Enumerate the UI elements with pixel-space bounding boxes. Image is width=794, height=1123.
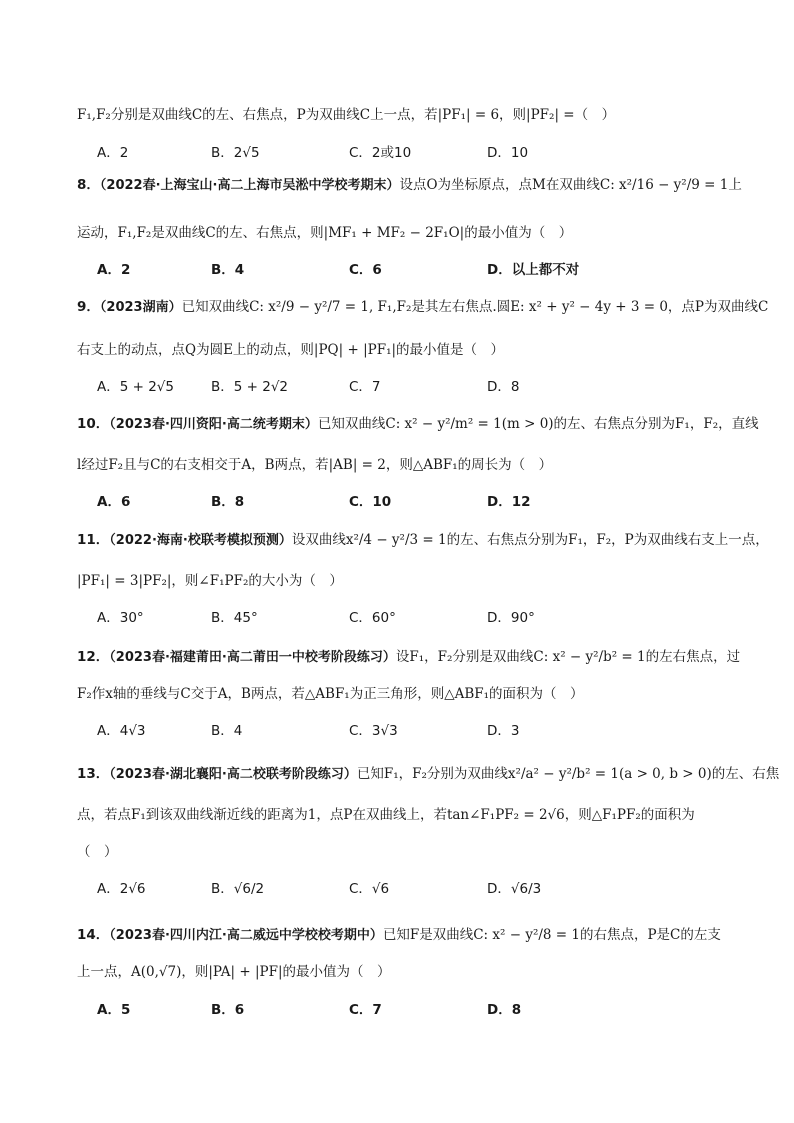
question-line-start [77,764,780,785]
question-number: 12． [77,649,110,665]
answer-option-text: D．90° [487,610,535,626]
answer-option-text: A．30° [97,610,144,626]
question-text: 设双曲线x²/4 − y²/3 = 1的左、右焦点分别为F₁，F₂，P为双曲线右支上一点， [291,532,769,548]
answer-option-text: D．3 [487,723,520,739]
answer-option-text: B．√6/2 [211,881,265,897]
question-line-start [77,414,759,435]
question-line [77,105,727,125]
question-text: 上一点，A(0,√7)，则|PA| + |PF|的最小值为（ ） [77,964,391,980]
answer-option-b [211,260,244,280]
question-line [77,842,727,862]
answer-option-c [349,608,396,628]
question-text: F₂作x轴的垂线与C交于A，B两点，若△ABF₁为正三角形，则△ABF₁的面积为（ ） [77,686,584,702]
answer-option-b [211,608,258,628]
answer-option-c [349,143,411,163]
answer-option-text: C．3√3 [349,723,398,739]
answer-option-c [349,377,381,397]
question-line [77,684,727,704]
answer-option-text: C．2或10 [349,145,412,161]
question-text: 右支上的动点，点Q为圆E上的动点，则|PQ| + |PF₁|的最小值是（ ） [77,342,505,358]
answer-option-c [349,1000,382,1020]
answer-option-text: C．60° [349,610,396,626]
answer-option-text: A．6 [97,494,131,510]
answer-option-text: B．8 [211,494,245,510]
question-number: 11． [77,532,110,548]
question-line [77,455,727,475]
answer-option-text: B．4 [211,723,243,739]
question-line [77,962,727,982]
answer-option-c [349,492,391,512]
answer-option-b [211,143,260,163]
answer-option-a [97,260,130,280]
answer-option-a [97,721,146,741]
answer-option-text: C．√6 [349,881,390,897]
answer-option-text: B．6 [211,1002,245,1018]
answer-option-a [97,143,128,163]
answer-option-text: D．8 [487,1002,522,1018]
question-line [77,571,727,591]
answer-option-b [211,879,264,899]
answer-option-text: B．45° [211,610,258,626]
answer-option-text: D．8 [487,379,520,395]
question-text: 设点O为坐标原点，点M在双曲线C: x²/16 − y²/9 = 1上 [399,177,742,193]
answer-option-d [487,1000,521,1020]
question-text: 已知F是双曲线C: x² − y²/8 = 1的右焦点，P是C的左支 [382,927,721,943]
question-text: 运动，F₁,F₂是双曲线C的左、右焦点，则|MF₁ + MF₂ − 2F₁O|的最小值为（ ） [77,225,573,241]
question-text: l经过F₂且与C的右支相交于A，B两点，若|AB| = 2，则△ABF₁的周长为（ ） [77,457,553,473]
question-text: 点，若点F₁到该双曲线渐近线的距离为1，点P在双曲线上，若tan∠F₁PF₂ = 2√6，则△F₁PF₂的面积为 [77,807,695,823]
answer-option-b [211,1000,244,1020]
answer-option-text: C．10 [349,494,392,510]
answer-option-text: B．4 [211,262,245,278]
answer-option-text: A．2 [97,262,131,278]
answer-option-d [487,608,535,628]
answer-option-text: B．2√5 [211,145,260,161]
question-source: （2022·海南·校联考模拟预测） [109,533,292,548]
question-line-start [77,297,769,318]
question-text: 已知双曲线C: x² − y²/m² = 1(m > 0)的左、右焦点分别为F₁，F₂，直线 [317,416,759,432]
question-source: （2022春·上海宝山·高二上海市吴淞中学校考期末） [99,178,400,193]
answer-option-d [487,879,541,899]
question-text: （ ） [77,844,118,860]
answer-option-d [487,721,519,741]
question-line [77,805,727,825]
question-source: （2023春·福建莆田·高二莆田一中校考阶段练习） [109,650,396,665]
question-source: （2023春·四川内江·高二威远中学校校考期中） [109,928,383,943]
question-source: （2023湖南） [99,300,182,315]
answer-option-text: C．7 [349,1002,382,1018]
question-number: 14． [77,927,110,943]
question-source: （2023春·四川资阳·高二统考期末） [109,417,318,432]
question-number: 8． [77,177,100,193]
answer-option-text: D．12 [487,494,531,510]
question-number: 9． [77,299,100,315]
answer-option-a [97,1000,130,1020]
answer-option-text: D．以上都不对 [487,262,580,278]
answer-option-text: A．5 + 2√5 [97,379,174,395]
answer-option-b [211,377,288,397]
question-text: |PF₁| = 3|PF₂|，则∠F₁PF₂的大小为（ ） [77,573,343,589]
answer-option-d [487,377,519,397]
answer-option-text: C．7 [349,379,381,395]
question-source: （2023春·湖北襄阳·高二校联考阶段练习） [109,767,357,782]
answer-option-a [97,608,144,628]
question-text: 已知双曲线C: x²/9 − y²/7 = 1, F₁,F₂是其左右焦点.圆E: x² + y² − 4y + 3 = 0，点P为双曲线C [181,299,769,315]
question-line-start [77,175,742,196]
question-line-start [77,530,769,551]
question-line [77,223,727,243]
answer-option-d [487,492,531,512]
question-text: F₁,F₂分别是双曲线C的左、右焦点，P为双曲线C上一点，若|PF₁| = 6，则|PF₂| =（ ） [77,107,616,123]
answer-option-text: D．√6/3 [487,881,542,897]
question-number: 13． [77,766,110,782]
answer-option-b [211,721,242,741]
question-line-start [77,925,727,946]
answer-option-c [349,260,382,280]
answer-option-text: A．4√3 [97,723,146,739]
answer-option-text: A．2 [97,145,129,161]
answer-option-text: B．5 + 2√2 [211,379,289,395]
answer-option-c [349,721,398,741]
question-number: 10． [77,416,110,432]
answer-option-b [211,492,244,512]
answer-option-a [97,377,174,397]
answer-option-text: C．6 [349,262,382,278]
answer-option-c [349,879,389,899]
question-text: 设F₁，F₂分别是双曲线C: x² − y²/b² = 1的左右焦点，过 [395,649,741,665]
answer-option-a [97,492,130,512]
answer-option-text: D．10 [487,145,529,161]
answer-option-text: A．2√6 [97,881,146,897]
answer-option-d [487,260,579,280]
answer-option-a [97,879,146,899]
question-line [77,340,727,360]
question-text: 已知F₁，F₂分别为双曲线x²/a² − y²/b² = 1(a > 0, b > 0)的左、右焦 [356,766,780,782]
question-line-start [77,647,741,668]
answer-option-text: A．5 [97,1002,131,1018]
answer-option-d [487,143,528,163]
